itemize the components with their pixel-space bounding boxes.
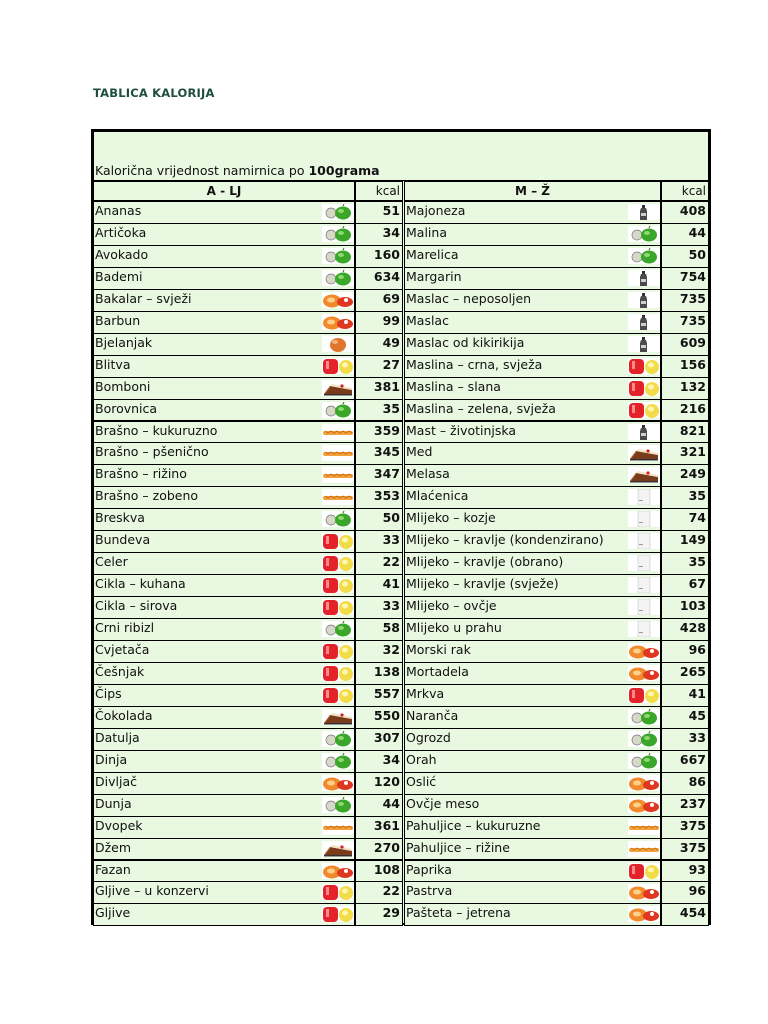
fruit-icon [322, 204, 354, 220]
left-kcal-value: 58 [355, 618, 403, 641]
left-kcal-value: 550 [355, 706, 403, 729]
right-kcal-value: 74 [661, 508, 709, 531]
right-column-header: M – Ž [404, 181, 661, 201]
left-kcal-value: 33 [355, 596, 403, 619]
fruit-icon [322, 226, 354, 242]
right-food-row [404, 618, 661, 641]
food-name: Brašno – kukuruzno [95, 422, 218, 438]
food-name: Bjelanjak [95, 334, 153, 350]
left-food-row [93, 618, 355, 641]
food-name: Majoneza [406, 203, 466, 218]
vegetable-icon [628, 402, 660, 418]
left-food-row [93, 267, 355, 290]
vegetable-icon [628, 687, 660, 703]
cake-icon [628, 445, 660, 461]
left-food-row [93, 640, 355, 663]
food-name: Melasa [406, 466, 450, 482]
right-food-row [404, 816, 661, 839]
right-kcal-value: 375 [661, 838, 709, 861]
right-food-row [404, 750, 661, 773]
left-kcal-value: 33 [355, 530, 403, 553]
fruit-icon [628, 753, 660, 769]
food-name: Oslić [406, 773, 437, 789]
right-kcal-value: 33 [661, 728, 709, 751]
left-kcal-value: 160 [355, 245, 403, 268]
left-food-row [93, 486, 355, 509]
left-kcal-value: 99 [355, 311, 403, 334]
right-food-row [404, 377, 661, 400]
fruit-icon [322, 731, 354, 747]
left-food-row [93, 552, 355, 575]
right-food-row [404, 508, 661, 531]
food-name: Maslina – zelena, svježa [406, 400, 556, 416]
right-kcal-value: 86 [661, 772, 709, 795]
food-name: Med [406, 444, 433, 460]
left-kcal-value: 634 [355, 267, 403, 290]
right-kcal-value: 667 [661, 750, 709, 773]
food-name: Ovčje meso [406, 795, 480, 811]
right-kcal-value: 96 [661, 640, 709, 663]
vegetable-icon [322, 906, 354, 922]
left-kcal-value: 22 [355, 552, 403, 575]
vegetable-icon [322, 643, 354, 659]
vegetable-icon [322, 533, 354, 549]
right-food-row [404, 662, 661, 685]
right-kcal-value: 735 [661, 289, 709, 312]
left-food-row [93, 245, 355, 268]
right-food-row [404, 311, 661, 334]
right-kcal-value: 321 [661, 442, 709, 465]
right-food-row [404, 464, 661, 487]
right-kcal-value: 735 [661, 311, 709, 334]
food-name: Artičoka [95, 224, 147, 240]
page-title: TABLICA KALORIJA [93, 86, 215, 100]
food-name: Mlijeko – kravlje (kondenzirano) [406, 532, 604, 548]
food-name: Celer [95, 554, 128, 570]
right-kcal-value: 265 [661, 662, 709, 685]
right-kcal-value: 428 [661, 618, 709, 641]
left-food-row [93, 201, 355, 224]
food-name: Džem [95, 839, 132, 855]
vegetable-icon [322, 884, 354, 900]
fruit-icon [628, 709, 660, 725]
meat-fish-icon [628, 665, 660, 681]
meat-fish-icon [628, 643, 660, 659]
right-food-row [404, 530, 661, 553]
food-name: Maslac – neposoljen [406, 290, 532, 306]
oil-bottle-icon [628, 270, 660, 286]
cake-icon [322, 380, 354, 396]
oil-bottle-icon [628, 336, 660, 352]
left-kcal-value: 381 [355, 377, 403, 400]
food-name: Mlijeko – ovčje [406, 598, 497, 614]
table-caption [93, 131, 709, 181]
food-name: Dinja [95, 751, 128, 767]
left-food-row [93, 311, 355, 334]
food-name: Fazan [95, 861, 131, 877]
right-kcal-value: 103 [661, 596, 709, 619]
food-name: Mlijeko u prahu [406, 620, 502, 636]
right-kcal-header: kcal [661, 181, 709, 201]
food-name: Brašno – pšenično [95, 444, 209, 460]
left-food-row [93, 289, 355, 312]
right-food-row [404, 728, 661, 751]
right-kcal-value: 609 [661, 333, 709, 356]
food-name: Morski rak [406, 642, 471, 657]
left-food-row [93, 706, 355, 729]
left-kcal-value: 353 [355, 486, 403, 509]
food-name: Mlijeko – kozje [406, 510, 496, 526]
food-name: Ananas [95, 203, 142, 218]
food-name: Gljive – u konzervi [95, 883, 209, 899]
grain-icon [322, 445, 354, 461]
left-kcal-header: kcal [355, 181, 403, 201]
meat-fish-icon [628, 775, 660, 791]
cake-icon [322, 841, 354, 857]
left-food-row [93, 772, 355, 795]
right-food-row [404, 223, 661, 246]
right-food-row [404, 640, 661, 663]
food-name: Bundeva [95, 532, 151, 548]
food-name: Mlijeko – kravlje (svježe) [406, 576, 559, 592]
food-name: Ogrozd [406, 729, 451, 745]
left-kcal-value: 307 [355, 728, 403, 751]
left-kcal-value: 138 [355, 662, 403, 685]
right-kcal-value: 45 [661, 706, 709, 729]
vegetable-icon [322, 599, 354, 615]
left-food-row [93, 816, 355, 839]
right-food-row [404, 421, 661, 444]
right-kcal-value: 35 [661, 486, 709, 509]
left-food-row [93, 399, 355, 422]
food-name: Cikla – kuhana [95, 576, 186, 592]
fruit-icon [628, 731, 660, 747]
grain-icon [322, 424, 354, 440]
food-name: Barbun [95, 312, 141, 328]
left-food-row [93, 750, 355, 773]
milk-glass-icon [628, 489, 660, 505]
right-food-row [404, 486, 661, 509]
food-name: Cikla – sirova [95, 598, 178, 614]
caption-text [95, 163, 380, 178]
right-kcal-value: 132 [661, 377, 709, 400]
fruit-icon [322, 797, 354, 813]
left-food-row [93, 355, 355, 378]
right-food-row [404, 684, 661, 707]
left-food-row [93, 421, 355, 444]
left-kcal-value: 41 [355, 574, 403, 597]
fruit-icon [322, 402, 354, 418]
milk-glass-icon [628, 621, 660, 637]
left-kcal-value: 361 [355, 816, 403, 839]
right-kcal-value: 408 [661, 201, 709, 224]
right-kcal-value: 216 [661, 399, 709, 422]
food-name: Mlaćenica [406, 488, 469, 504]
left-kcal-value: 270 [355, 838, 403, 861]
meat-fish-icon [322, 292, 354, 308]
left-kcal-value: 35 [355, 399, 403, 422]
vegetable-icon [628, 863, 660, 879]
left-food-row [93, 860, 355, 883]
food-name: Paprika [406, 861, 452, 877]
right-kcal-value: 237 [661, 794, 709, 817]
left-kcal-value: 34 [355, 223, 403, 246]
food-name: Bakalar – svježi [95, 290, 192, 306]
milk-glass-icon [628, 555, 660, 571]
right-kcal-value: 50 [661, 245, 709, 268]
right-kcal-value: 156 [661, 355, 709, 378]
vegetable-icon [322, 687, 354, 703]
right-food-row [404, 333, 661, 356]
vegetable-icon [322, 665, 354, 681]
right-kcal-value: 821 [661, 421, 709, 444]
food-name: Margarin [406, 268, 462, 284]
meat-fish-icon [628, 906, 660, 922]
oil-bottle-icon [628, 314, 660, 330]
oil-bottle-icon [628, 424, 660, 440]
right-food-row [404, 574, 661, 597]
left-food-row [93, 903, 355, 926]
milk-glass-icon [628, 533, 660, 549]
right-kcal-value: 454 [661, 903, 709, 926]
food-name: Čips [95, 685, 122, 701]
left-food-row [93, 377, 355, 400]
cake-icon [322, 709, 354, 725]
food-name: Blitva [95, 356, 131, 372]
food-name: Breskva [95, 510, 145, 526]
food-name: Bademi [95, 268, 143, 284]
left-kcal-value: 108 [355, 860, 403, 883]
food-name: Marelica [406, 246, 459, 262]
meat-fish-icon [322, 314, 354, 330]
grain-icon [628, 841, 660, 857]
right-food-row [404, 289, 661, 312]
right-food-row [404, 706, 661, 729]
right-food-row [404, 552, 661, 575]
right-kcal-value: 149 [661, 530, 709, 553]
left-kcal-value: 345 [355, 442, 403, 465]
meat-fish-icon [628, 884, 660, 900]
fruit-icon [322, 270, 354, 286]
right-food-row [404, 442, 661, 465]
food-name: Brašno – zobeno [95, 488, 199, 504]
right-kcal-value: 754 [661, 267, 709, 290]
right-kcal-value: 375 [661, 816, 709, 839]
food-name: Mast – životinjska [406, 422, 517, 438]
milk-glass-icon [628, 599, 660, 615]
right-kcal-value: 41 [661, 684, 709, 707]
left-food-row [93, 530, 355, 553]
food-name: Pahuljice – kukuruzne [406, 817, 541, 833]
food-name: Divljač [95, 773, 137, 789]
right-food-row [404, 245, 661, 268]
left-column-header: A - LJ [93, 181, 355, 201]
cake-icon [628, 467, 660, 483]
right-kcal-value: 249 [661, 464, 709, 487]
oil-bottle-icon [628, 292, 660, 308]
right-food-row [404, 399, 661, 422]
calorie-table [91, 129, 711, 925]
food-name: Avokado [95, 246, 149, 262]
food-name: Pašteta – jetrena [406, 905, 511, 921]
left-kcal-value: 34 [355, 750, 403, 773]
right-food-row [404, 860, 661, 883]
right-food-row [404, 596, 661, 619]
vegetable-icon [322, 358, 354, 374]
food-name: Borovnica [95, 400, 158, 416]
grain-icon [322, 467, 354, 483]
food-name: Maslac [406, 312, 449, 328]
oil-bottle-icon [628, 204, 660, 220]
food-name: Mrkva [406, 685, 445, 701]
egg-icon [322, 336, 354, 352]
fruit-icon [628, 248, 660, 264]
left-food-row [93, 333, 355, 356]
food-name: Češnjak [95, 663, 145, 679]
grain-icon [322, 819, 354, 835]
food-name: Dunja [95, 795, 132, 811]
meat-fish-icon [628, 797, 660, 813]
fruit-icon [628, 226, 660, 242]
left-kcal-value: 49 [355, 333, 403, 356]
left-food-row [93, 662, 355, 685]
right-kcal-value: 67 [661, 574, 709, 597]
food-name: Mlijeko – kravlje (obrano) [406, 554, 564, 570]
right-food-row [404, 838, 661, 861]
food-name: Brašno – rižino [95, 466, 187, 482]
right-food-row [404, 772, 661, 795]
right-food-row [404, 794, 661, 817]
fruit-icon [322, 753, 354, 769]
food-name: Pastrva [406, 883, 453, 899]
left-food-row [93, 442, 355, 465]
vegetable-icon [628, 380, 660, 396]
food-name: Dvopek [95, 817, 143, 833]
left-kcal-value: 359 [355, 421, 403, 444]
left-kcal-value: 44 [355, 794, 403, 817]
fruit-icon [322, 248, 354, 264]
left-kcal-value: 69 [355, 289, 403, 312]
food-name: Maslina – crna, svježa [406, 356, 543, 372]
left-kcal-value: 27 [355, 355, 403, 378]
fruit-icon [322, 621, 354, 637]
vegetable-icon [322, 577, 354, 593]
right-kcal-value: 35 [661, 552, 709, 575]
grain-icon [628, 819, 660, 835]
food-name: Orah [406, 751, 437, 767]
right-kcal-value: 44 [661, 223, 709, 246]
vegetable-icon [628, 358, 660, 374]
left-food-row [93, 596, 355, 619]
right-food-row [404, 903, 661, 926]
milk-glass-icon [628, 577, 660, 593]
food-name: Čokolada [95, 707, 153, 723]
grain-icon [322, 489, 354, 505]
food-name: Bomboni [95, 378, 151, 394]
fruit-icon [322, 511, 354, 527]
left-food-row [93, 464, 355, 487]
caption-prefix: Kalorična vrijednost namirnica po [95, 163, 309, 178]
left-kcal-value: 557 [355, 684, 403, 707]
food-name: Gljive [95, 905, 131, 921]
right-food-row [404, 201, 661, 224]
food-name: Mortadela [406, 663, 469, 679]
left-food-row [93, 574, 355, 597]
left-kcal-value: 32 [355, 640, 403, 663]
left-kcal-value: 51 [355, 201, 403, 224]
left-kcal-value: 120 [355, 772, 403, 795]
food-name: Pahuljice – rižine [406, 839, 510, 855]
food-name: Maslac od kikirikija [406, 334, 525, 350]
left-food-row [93, 508, 355, 531]
food-name: Maslina – slana [406, 378, 501, 394]
vegetable-icon [322, 555, 354, 571]
right-kcal-value: 93 [661, 860, 709, 883]
food-name: Datulja [95, 729, 140, 745]
right-food-row [404, 881, 661, 904]
food-name: Malina [406, 224, 447, 240]
left-food-row [93, 684, 355, 707]
left-kcal-value: 22 [355, 881, 403, 904]
milk-glass-icon [628, 511, 660, 527]
food-name: Cvjetača [95, 642, 150, 657]
left-food-row [93, 881, 355, 904]
food-name: Naranča [406, 707, 459, 723]
caption-bold: 100grama [308, 163, 380, 178]
left-food-row [93, 223, 355, 246]
meat-fish-icon [322, 863, 354, 879]
right-food-row [404, 267, 661, 290]
left-kcal-value: 50 [355, 508, 403, 531]
left-kcal-value: 29 [355, 903, 403, 926]
right-food-row [404, 355, 661, 378]
right-kcal-value: 96 [661, 881, 709, 904]
left-food-row [93, 838, 355, 861]
left-food-row [93, 794, 355, 817]
food-name: Crni ribizl [95, 620, 155, 636]
left-kcal-value: 347 [355, 464, 403, 487]
left-food-row [93, 728, 355, 751]
meat-fish-icon [322, 775, 354, 791]
